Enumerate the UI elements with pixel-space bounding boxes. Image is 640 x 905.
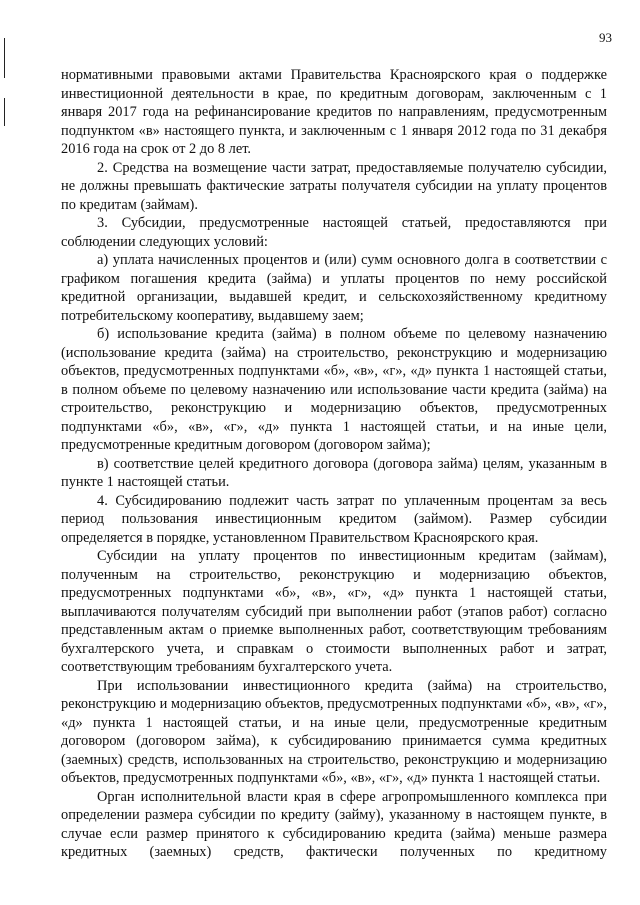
paragraph-subitem-a: а) уплата начисленных процентов и (или) сумм основного долга в соответствии с графиком погашения кредита (займа) и уплаты процентов по нему российской кредитной организации, выдавшей кредит, и сельскохозяйственному кредитному потребительскому кооперативу, выдавшему заем; [61, 252, 607, 324]
paragraph-executive-body: Орган исполнительной власти края в сфере агропромышленного комплекса при определении размера субсидии по кредиту (займу), указанному в настоящем пункте, в случае если размер принятого к субсидированию кредита (займа) меньше размера кредитных (заемных) средств, фактически полученных по кредитному [61, 788, 607, 860]
paragraph-subsidies-payment: Субсидии на уплату процентов по инвестиционным кредитам (займам), полученным на строительство, реконструкцию и модернизацию объектов, предусмотренных подпунктами «б», «в», «г», «д» пункта 1 настоящей статьи, выплачиваются получателям субсидий при выполнении работ (этапов работ) согласно представленным актам о приемке выполненных работ, соответствующим требованиям бухгалтерского учета, и справкам о стоимости выполненных работ и затрат, соответствующим требованиям бухгалтерского учета. [61, 548, 607, 675]
paragraph-item-3: 3. Субсидии, предусмотренные настоящей статьей, предоставляются при соблюдении следующих условий: [61, 215, 607, 250]
page-number: 93 [599, 30, 612, 45]
paragraph-credit-use: При использовании инвестиционного кредита (займа) на строительство, реконструкцию и модернизацию объектов, предусмотренных подпунктами «б», «в», «г», «д» пункта 1 настоящей статьи, и на иные цели, предусмотренные кредитным договором (договором займа), к субсидированию принимается сумма кредитных (заемных) средств, использованных на строительство, реконструкцию и модернизацию объектов, предусмотренных подпунктами «б», «в», «г», «д» пункта 1 настоящей статьи. [61, 677, 607, 786]
paragraph-subitem-b: б) использование кредита (займа) в полном объеме по целевому назначению (использование кредита (займа) на строительство, реконструкцию и модернизацию объектов, предусмотренных подпунктами «б», «в», «г», «д» пункта 1 настоящей статьи, в полном объеме по целевому назначению или использование части кредита (займа) на строительство, реконструкцию и модернизацию объектов, предусмотренных подпунктами «б», «в», «г», «д» пункта 1 настоящей статьи, и на иные цели, предусмотренные кредитным договором (договором займа); [61, 326, 607, 453]
paragraph-item-4: 4. Субсидированию подлежит часть затрат по уплаченным процентам за весь период пользования инвестиционным кредитом (займом). Размер субсидии определяется в порядке, установленном Правительством Красноярского края. [61, 492, 607, 546]
paragraph-subitem-v: в) соответствие целей кредитного договора (договора займа) целям, указанным в пункте 1 настоящей статьи. [61, 455, 607, 490]
document-body [61, 66, 607, 862]
margin-mark-top [4, 38, 5, 78]
paragraph-continuation: нормативными правовыми актами Правительства Красноярского края о поддержке инвестиционной деятельности в крае, по кредитным договорам, заключенным с 1 января 2017 года на рефинансирование кредитов по направлениям, предусмотренным подпунктом «в» настоящего пункта, и заключенным с 1 января 2012 года по 31 декабря 2016 года на срок от 2 до 8 лет. [61, 67, 607, 157]
paragraph-item-2: 2. Средства на возмещение части затрат, предоставляемые получателю субсидии, не должны превышать фактические затраты получателя субсидии на уплату процентов по кредитам (займам). [61, 159, 607, 213]
margin-mark-lower [4, 98, 5, 126]
